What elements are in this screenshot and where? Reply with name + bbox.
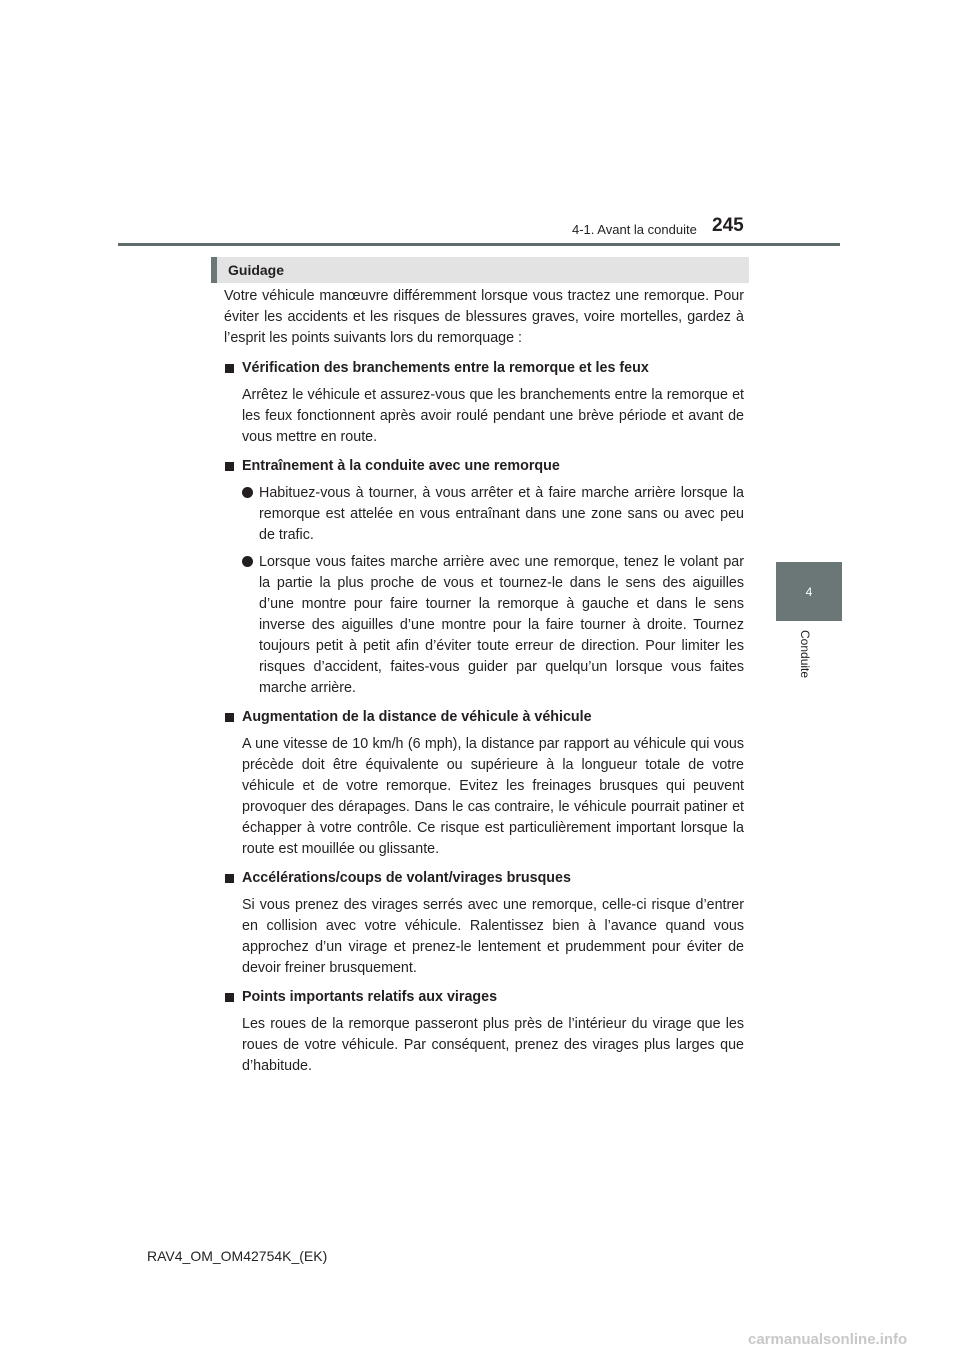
section-heading-bar	[211, 257, 749, 283]
subheading-accelerations	[224, 868, 744, 889]
body-distance: A une vitesse de 10 km/h (6 mph), la distance par rapport au véhicule qui vous précède doit être équivalente ou supérieure à la longueur totale de votre véhicule et de votre remorque. Evitez les freinages brusques qui peuvent provoquer des dérapages. Dans le cas contraire, le véhicule pourrait patiner et échapper à votre contrôle. Ce risque est particulièrement important lorsque la route est mouillée ou glissante.	[242, 736, 744, 857]
manual-code: RAV4_OM_OM42754K_(EK)	[147, 1248, 328, 1264]
body-branchements: Arrêtez le véhicule et assurez-vous que les branchements entre la remorque et les feux fonctionnent après avoir roulé pendant une brève période et avant de vous mettre en route.	[242, 387, 744, 445]
body-virages: Les roues de la remorque passeront plus près de l’intérieur du virage que les roues de votre véhicule. Par conséquent, prenez des virages plus larges que d’habitude.	[242, 1016, 744, 1074]
list-item	[224, 483, 744, 546]
list-item	[224, 552, 744, 699]
list-item-text: Lorsque vous faites marche arrière avec une remorque, tenez le volant par la partie la plus proche de vous et tournez-le dans le sens des aiguilles d’une montre pour faire tourner la remorque à gauche et dans le sens inverse des aiguilles d’une montre pour la faire tourner à droite. Tournez toujours petit à petit afin d’éviter toute erreur de direction. Pour limiter les risques d’accident, faites-vous guider par quelqu’un lorsque vous faites marche arrière.	[259, 554, 744, 696]
subheading-distance	[224, 707, 744, 728]
section-path: 4-1. Avant la conduite	[572, 222, 697, 237]
intro-paragraph: Votre véhicule manœuvre différemment lorsque vous tractez une remorque. Pour éviter les accidents et les risques de blessures graves, voire mortelles, gardez à l’esprit les points suivants lors du remorquage :	[224, 288, 744, 346]
chapter-tab	[776, 562, 842, 621]
square-bullet-icon	[225, 462, 234, 471]
watermark: carmanualsonline.info	[748, 1331, 908, 1348]
list-item-text: Habituez-vous à tourner, à vous arrêter et à faire marche arrière lorsque la remorque est attelée en vous entraînant dans une zone sans ou avec peu de trafic.	[259, 485, 744, 543]
subheading-text: Accélérations/coups de volant/virages brusques	[242, 870, 571, 886]
square-bullet-icon	[225, 713, 234, 722]
section-title: Guidage	[228, 262, 285, 278]
chapter-number: 4	[805, 585, 813, 599]
body-accelerations: Si vous prenez des virages serrés avec une remorque, celle-ci risque d’entrer en collision avec votre véhicule. Ralentissez bien à l’avance quand vous approchez d’un virage et prenez-le lentement et prudemment pour éviter de devoir freiner brusquement.	[242, 897, 744, 976]
square-bullet-icon	[225, 874, 234, 883]
main-content	[224, 286, 744, 1085]
chapter-label: Conduite	[798, 629, 812, 679]
subheading-text: Vérification des branchements entre la remorque et les feux	[242, 360, 649, 376]
subheading-text: Augmentation de la distance de véhicule à véhicule	[242, 709, 592, 725]
subheading-virages	[224, 987, 744, 1008]
round-bullet-icon	[242, 556, 253, 567]
subheading-text: Entraînement à la conduite avec une remorque	[242, 458, 560, 474]
subheading-branchements	[224, 358, 744, 379]
subheading-text: Points importants relatifs aux virages	[242, 989, 498, 1005]
round-bullet-icon	[242, 487, 253, 498]
subheading-entrainement	[224, 456, 744, 477]
square-bullet-icon	[225, 364, 234, 373]
page-number: 245	[712, 215, 744, 236]
square-bullet-icon	[225, 993, 234, 1002]
header-divider	[118, 243, 840, 246]
